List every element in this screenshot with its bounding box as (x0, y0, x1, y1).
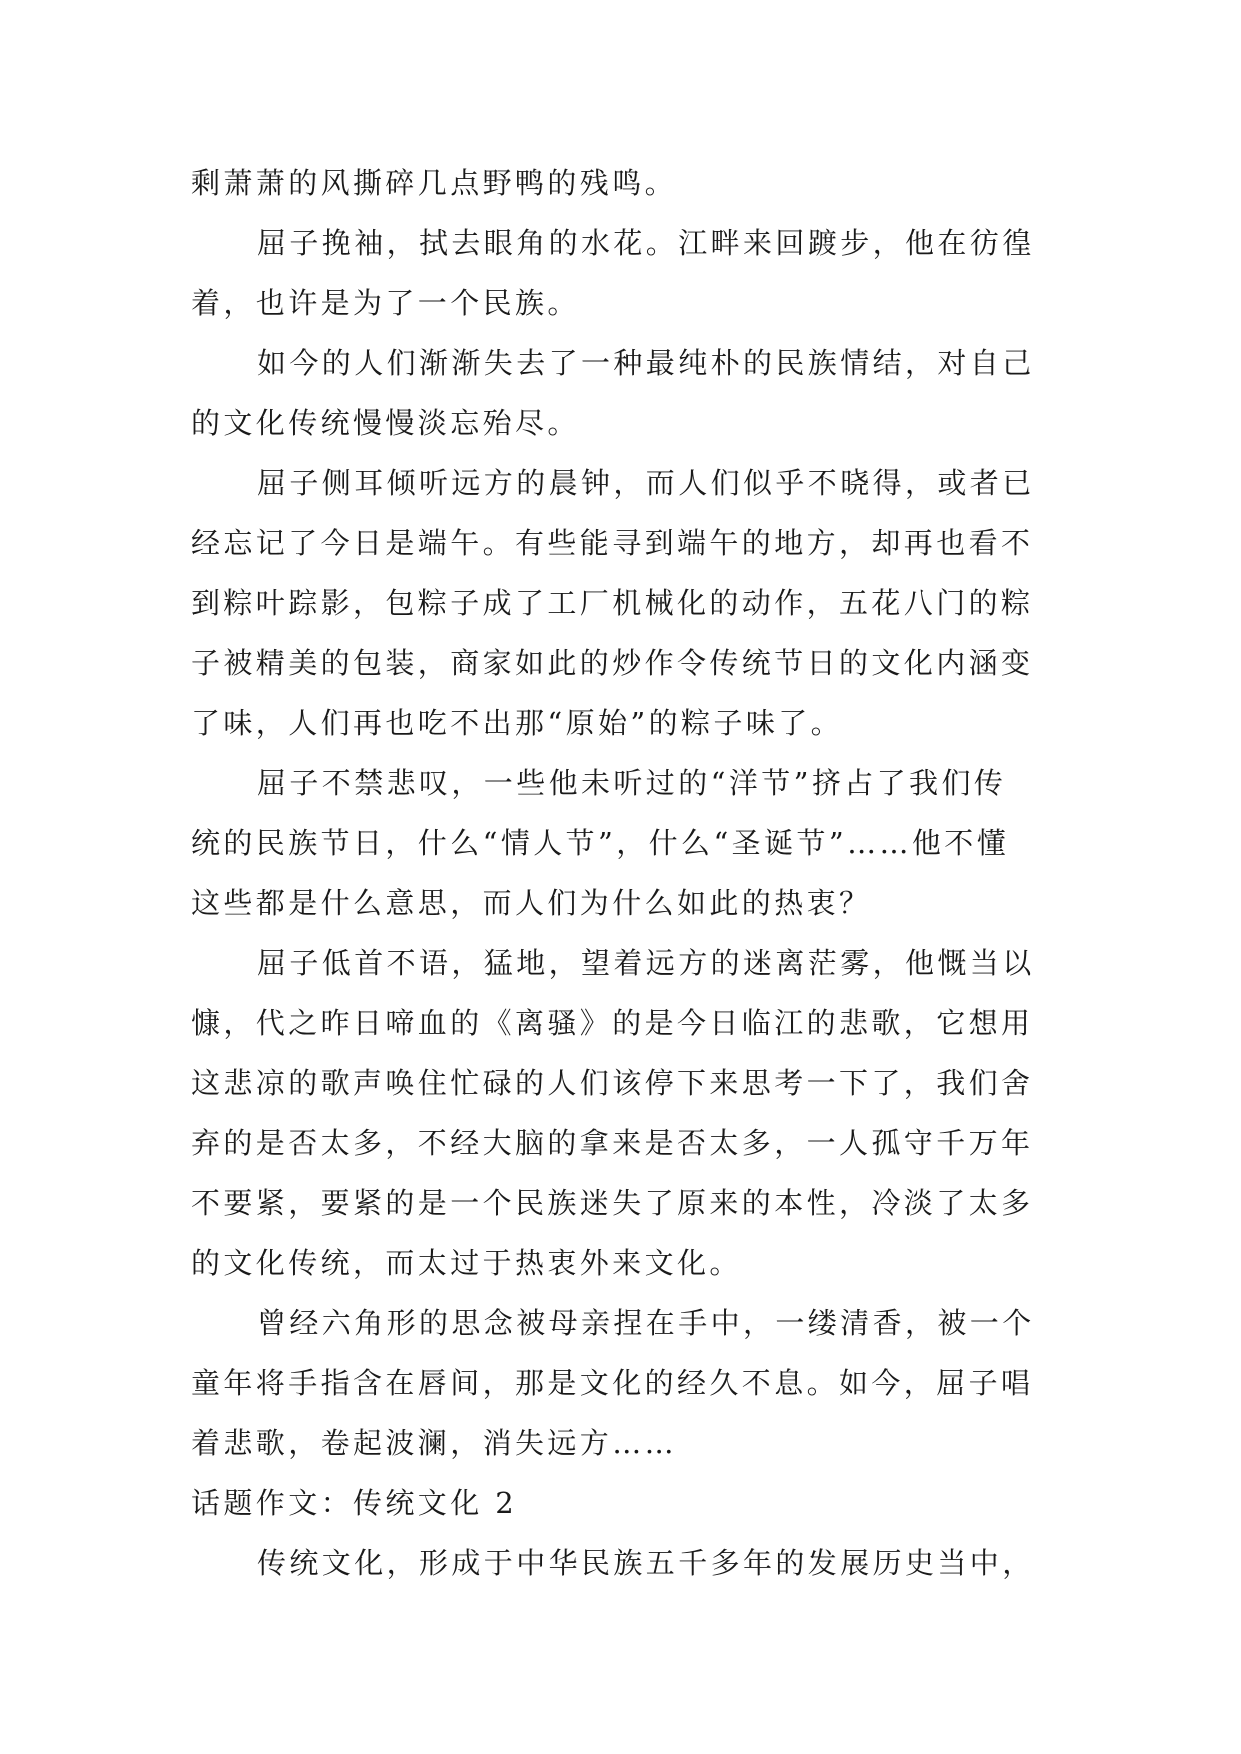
text-line: 弃的是否太多，不经大脑的拿来是否太多，一人孤守千万年 (191, 1126, 1034, 1160)
paragraph-first-line: 屈子挽袖，拭去眼角的水花。江畔来回踱步，他在彷徨 (257, 226, 1035, 260)
text-line: 这些都是什么意思，而人们为什么如此的热衷？ (191, 886, 872, 920)
text-line: 着悲歌，卷起波澜，消失远方…… (191, 1426, 678, 1460)
text-line: 这悲凉的歌声唤住忙碌的人们该停下来思考一下了，我们舍 (191, 1066, 1034, 1100)
text-line: 经忘记了今日是端午。有些能寻到端午的地方，却再也看不 (191, 526, 1034, 560)
paragraph-first-line: 曾经六角形的思念被母亲捏在手中，一缕清香，被一个 (257, 1306, 1035, 1340)
paragraph-first-line: 屈子侧耳倾听远方的晨钟，而人们似乎不晓得，或者已 (257, 466, 1035, 500)
text-line: 了味，人们再也吃不出那“原始”的粽子味了。 (191, 706, 844, 740)
paragraph-first-line: 屈子低首不语，猛地，望着远方的迷离茫雾，他慨当以 (257, 946, 1035, 980)
paragraph-first-line: 屈子不禁悲叹，一些他未听过的“洋节”挤占了我们传 (257, 766, 1007, 800)
text-line: 不要紧，要紧的是一个民族迷失了原来的本性，冷淡了太多 (191, 1186, 1034, 1220)
text-line: 统的民族节日，什么“情人节”，什么“圣诞节”……他不懂 (191, 826, 1010, 860)
text-line: 的文化传统慢慢淡忘殆尽。 (191, 406, 580, 440)
paragraph-first-line: 传统文化，形成于中华民族五千多年的发展历史当中， (257, 1546, 1035, 1580)
text-line: 到粽叶踪影，包粽子成了工厂机械化的动作，五花八门的粽 (191, 586, 1034, 620)
section-heading: 话题作文：传统文化 2 (191, 1486, 518, 1520)
text-line: 童年将手指含在唇间，那是文化的经久不息。如今，屈子唱 (191, 1366, 1034, 1400)
text-line: 剩萧萧的风撕碎几点野鸭的残鸣。 (191, 166, 678, 200)
text-line: 着，也许是为了一个民族。 (191, 286, 580, 320)
text-line: 的文化传统，而太过于热衷外来文化。 (191, 1246, 742, 1280)
text-line: 子被精美的包装，商家如此的炒作令传统节日的文化内涵变 (191, 646, 1034, 680)
paragraph-first-line: 如今的人们渐渐失去了一种最纯朴的民族情结，对自己 (257, 346, 1035, 380)
text-line: 慷，代之昨日啼血的《离骚》的是今日临江的悲歌，它想用 (191, 1006, 1034, 1040)
